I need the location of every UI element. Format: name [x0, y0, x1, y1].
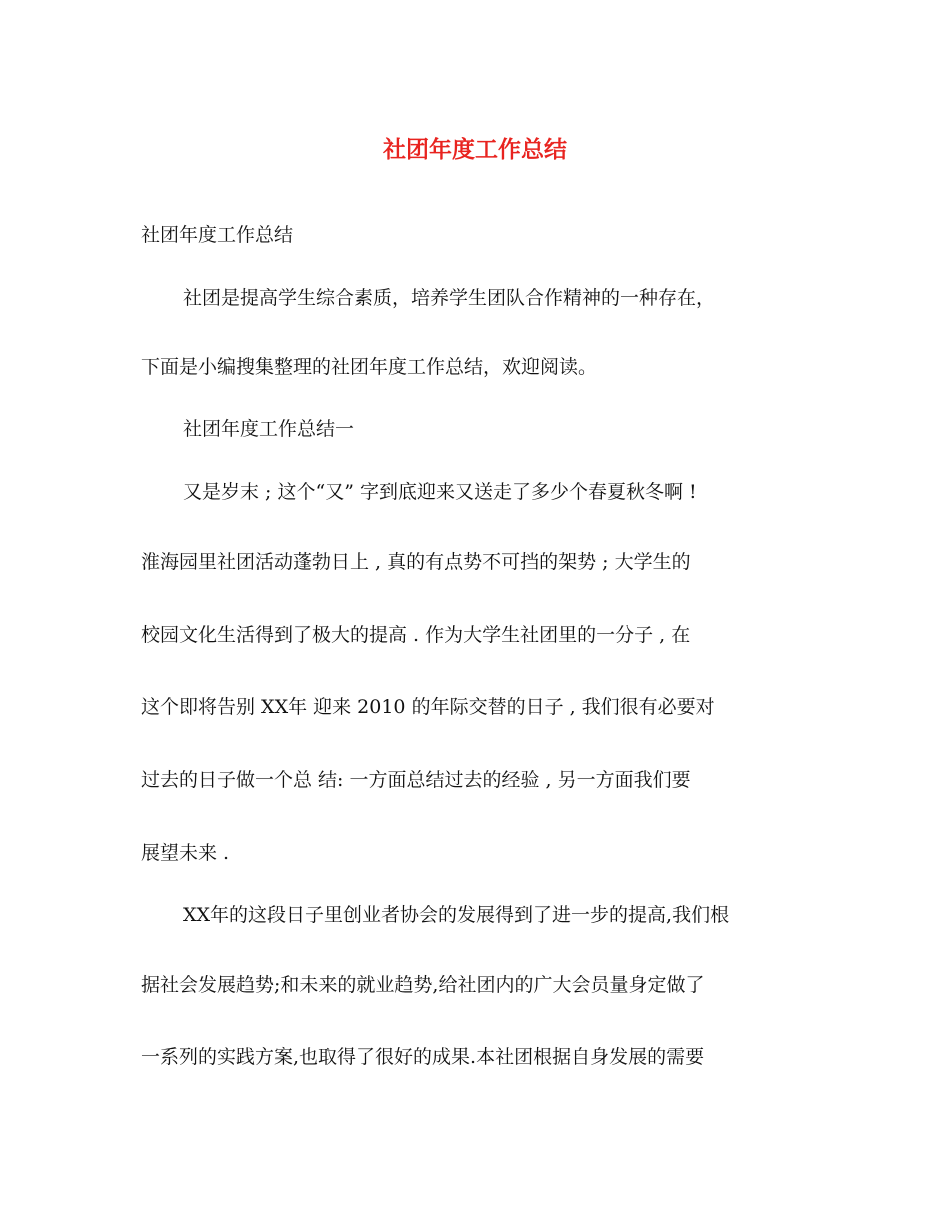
section-heading: 社团年度工作总结一 [183, 418, 355, 440]
paragraph-line: 过去的日子做一个总 结: 一方面总结过去的经验 , 另一方面我们要 [141, 769, 691, 791]
paragraph-line: 淮海园里社团活动蓬勃日上 , 真的有点势不可挡的架势 ; 大学生的 [141, 551, 691, 573]
document-title: 社团年度工作总结 [383, 136, 567, 163]
paragraph-line: XX年的这段日子里创业者协会的发展得到了进一步的提高,我们根 [183, 904, 730, 926]
paragraph-line: 一系列的实践方案,也取得了很好的成果.本社团根据自身发展的需要 [141, 1046, 705, 1068]
paragraph-line: 下面是小编搜集整理的社团年度工作总结，欢迎阅读。 [141, 356, 598, 378]
paragraph-line: 据社会发展趋势;和未来的就业趋势,给社团内的广大会员量身定做了 [141, 974, 705, 996]
paragraph-line: 校园文化生活得到了极大的提高 . 作为大学生社团里的一分子 , 在 [141, 624, 691, 646]
paragraph-line: 又是岁末 ; 这个“又” 字到底迎来又送走了多少个春夏秋冬啊 ! [183, 481, 697, 503]
subtitle-line: 社团年度工作总结 [141, 224, 294, 246]
paragraph-line: 社团是提高学生综合素质，培养学生团队合作精神的一种存在， [183, 287, 716, 309]
paragraph-line: 这个即将告别 XX年 迎来 2010 的年际交替的日子 , 我们很有必要对 [141, 696, 715, 718]
paragraph-line: 展望未来 . [141, 842, 230, 864]
